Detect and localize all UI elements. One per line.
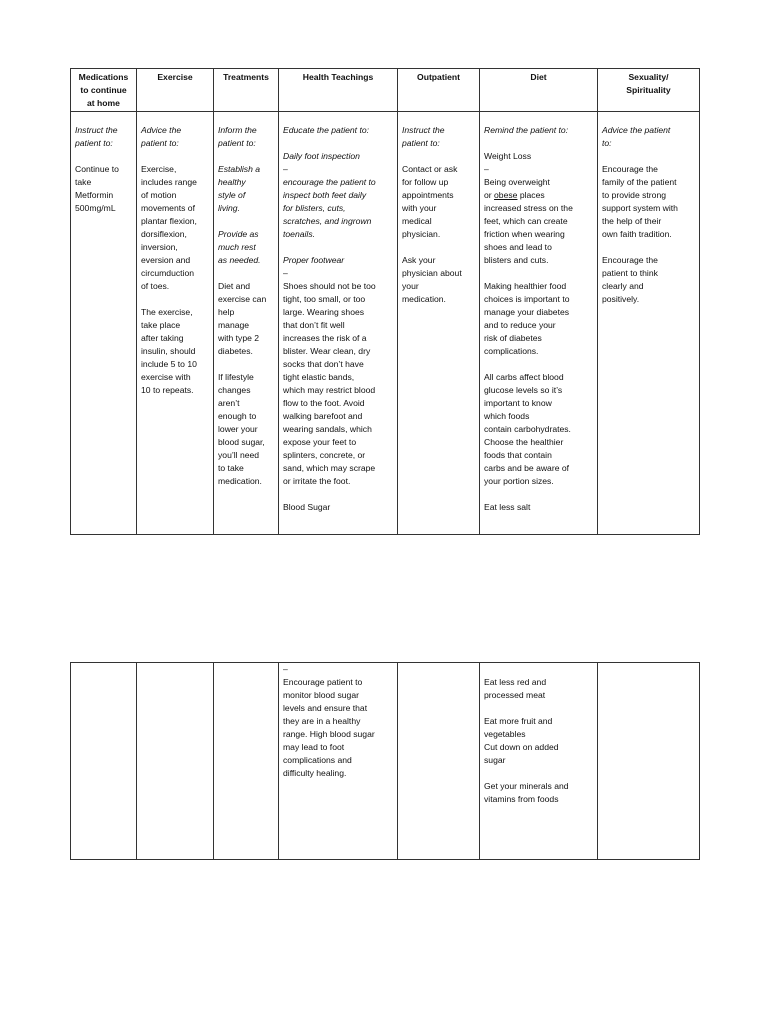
- treatments-intro: [218, 124, 274, 150]
- text-line: choices is important to: [484, 294, 570, 304]
- text-line: glucose levels so it’s: [484, 385, 563, 395]
- text-line: plantar flexion,: [141, 216, 197, 226]
- text-line: medication.: [218, 476, 262, 486]
- text-line: of motion: [141, 190, 177, 200]
- text-line: or irritate the foot.: [283, 476, 351, 486]
- text-line: Metformin: [75, 190, 114, 200]
- diet-added-sugar: [484, 741, 593, 767]
- cell-health-teachings-continued: [279, 663, 398, 860]
- cell-diet-continued: [480, 663, 598, 860]
- text-line: Advice the: [141, 125, 182, 135]
- foot-inspection-dash: –: [283, 164, 288, 174]
- text-line: manage: [218, 320, 250, 330]
- text-line: range. High blood sugar: [283, 729, 375, 739]
- text-line: Cut down on added: [484, 742, 559, 752]
- text-line: with type 2: [218, 333, 260, 343]
- header-sexuality-spirituality: [598, 69, 700, 112]
- cell-health-teachings: [279, 112, 398, 535]
- text-line: wearing sandals, which: [283, 424, 372, 434]
- weight-loss-title: Weight Loss: [484, 151, 532, 161]
- diet-healthier-choices: [484, 280, 593, 358]
- text-line: walking barefoot and: [283, 411, 363, 421]
- text-line: flow to the foot. Avoid: [283, 398, 365, 408]
- text-line: Outpatient: [417, 72, 460, 82]
- text-line: Making healthier food: [484, 281, 567, 291]
- text-line: insulin, should: [141, 346, 196, 356]
- text-line: Encourage the: [602, 255, 658, 265]
- text-line: complications and: [283, 755, 352, 765]
- text-line: Contact or ask: [402, 164, 458, 174]
- text-line: All carbs affect blood: [484, 372, 564, 382]
- text-line: toenails.: [283, 229, 316, 239]
- exercise-range-of-motion: [141, 163, 209, 293]
- cell-medications: [71, 112, 137, 535]
- text-line: to take: [218, 463, 244, 473]
- medications-intro: [75, 124, 132, 150]
- text-line: physician.: [402, 229, 441, 239]
- text-line: Instruct the: [402, 125, 445, 135]
- text-line: expose your feet to: [283, 437, 357, 447]
- text-line: family of the patient: [602, 177, 677, 187]
- treatments-medication: [218, 371, 274, 488]
- text-line: Advice the patient: [602, 125, 671, 135]
- care-plan-table-page-1: [70, 68, 700, 535]
- care-plan-table-page-2: [70, 662, 700, 860]
- text-line: and to reduce your: [484, 320, 556, 330]
- spirituality-family-support: [602, 163, 695, 241]
- obese-underlined-word: obese: [494, 190, 518, 200]
- text-line: monitor blood sugar: [283, 690, 359, 700]
- text-line: splinters, concrete, or: [283, 450, 366, 460]
- text-line: clearly and: [602, 281, 644, 291]
- diet-red-meat: [484, 676, 593, 702]
- text-line: Spirituality: [626, 85, 671, 95]
- text-line: Get your minerals and: [484, 781, 569, 791]
- weight-loss-line-1: Being overweight: [484, 177, 550, 187]
- cell-treatments: [214, 112, 279, 535]
- text-line: lower your: [218, 424, 258, 434]
- text-line: medication.: [402, 294, 446, 304]
- outpatient-follow-up: [402, 163, 475, 241]
- text-line: Eat less red and: [484, 677, 547, 687]
- text-line: to:: [602, 138, 612, 148]
- diet-fruit-vegetables: [484, 715, 593, 741]
- text-line: for blisters, cuts,: [283, 203, 346, 213]
- text-line: patient to think: [602, 268, 658, 278]
- weight-loss-dash: –: [484, 164, 489, 174]
- text-line: the help of their: [602, 216, 662, 226]
- text-line: tight, too small, or too: [283, 294, 366, 304]
- text-line: Provide as: [218, 229, 259, 239]
- text-line: at home: [87, 98, 120, 108]
- text-line: patient to:: [141, 138, 179, 148]
- cell-treatments-continued: [214, 663, 279, 860]
- text-line: Exercise: [157, 72, 193, 82]
- text-line: take: [75, 177, 92, 187]
- diet-carbs: [484, 371, 593, 488]
- diet-minerals-vitamins: [484, 780, 593, 806]
- text-line: as needed.: [218, 255, 261, 265]
- text-line: Treatments: [223, 72, 269, 82]
- header-row: [71, 69, 700, 112]
- text-line: medical: [402, 216, 432, 226]
- treatments-healthy-living: [218, 163, 274, 215]
- text-line: patient to:: [75, 138, 113, 148]
- text-line: blisters and cuts.: [484, 255, 549, 265]
- text-line: feet, which can create: [484, 216, 568, 226]
- content-row: [71, 112, 700, 535]
- text-line: exercise can: [218, 294, 267, 304]
- text-line: to continue: [80, 85, 127, 95]
- text-line: help: [218, 307, 235, 317]
- text-line: shoes and lead to: [484, 242, 552, 252]
- text-line: The exercise,: [141, 307, 193, 317]
- health-teachings-intro: Educate the patient to:: [283, 125, 370, 135]
- text-line: blister. Wear clean, dry: [283, 346, 371, 356]
- text-line: friction when wearing: [484, 229, 565, 239]
- blood-sugar-title: Blood Sugar: [283, 502, 331, 512]
- text-line: inspect both feet daily: [283, 190, 367, 200]
- foot-inspection-title: Daily foot inspection: [283, 151, 360, 161]
- text-line: Sexuality/: [628, 72, 669, 82]
- text-line: Establish a: [218, 164, 261, 174]
- text-line: increases the risk of a: [283, 333, 367, 343]
- text-line: after taking: [141, 333, 184, 343]
- treatments-rest: [218, 228, 274, 267]
- text-line: Encourage the: [602, 164, 658, 174]
- text-line: your: [402, 281, 419, 291]
- weight-loss-body: [484, 202, 593, 267]
- text-line: levels and ensure that: [283, 703, 368, 713]
- text-line: patient to:: [218, 138, 256, 148]
- text-line: inversion,: [141, 242, 178, 252]
- text-line: positively.: [602, 294, 640, 304]
- text-line: physician about: [402, 268, 462, 278]
- diet-intro: Remind the patient to:: [484, 125, 569, 135]
- blood-sugar-dash: –: [283, 664, 288, 674]
- text-line: encourage the patient to: [283, 177, 376, 187]
- text-line: take place: [141, 320, 181, 330]
- text-line: style of: [218, 190, 246, 200]
- text-line: may lead to foot: [283, 742, 345, 752]
- text-line: Diet and: [218, 281, 251, 291]
- text-line: movements of: [141, 203, 195, 213]
- text-line: Medications: [78, 72, 129, 82]
- text-line: appointments: [402, 190, 454, 200]
- text-line: healthy: [218, 177, 246, 187]
- exercise-intro: [141, 124, 209, 150]
- text-line: which may restrict blood: [283, 385, 376, 395]
- text-line: Exercise,: [141, 164, 177, 174]
- spirituality-intro: [602, 124, 695, 150]
- proper-footwear-title: Proper footwear: [283, 255, 345, 265]
- text-line: carbs and be aware of: [484, 463, 570, 473]
- text-line: important to know: [484, 398, 552, 408]
- proper-footwear-dash: –: [283, 268, 288, 278]
- text-line: risk of diabetes: [484, 333, 542, 343]
- cell-outpatient-continued: [398, 663, 480, 860]
- text-line: Continue to: [75, 164, 119, 174]
- text-line: sugar: [484, 755, 506, 765]
- text-line: changes: [218, 385, 251, 395]
- text-line: eversion and: [141, 255, 191, 265]
- text-line: include 5 to 10: [141, 359, 197, 369]
- header-medications: [71, 69, 137, 112]
- header-outpatient: [398, 69, 480, 112]
- text-line: 10 to repeats.: [141, 385, 194, 395]
- treatments-diet-exercise: [218, 280, 274, 358]
- text-line: circumduction: [141, 268, 195, 278]
- text-line: foods that contain: [484, 450, 552, 460]
- text-line: complications.: [484, 346, 539, 356]
- cell-spirituality-continued: [598, 663, 700, 860]
- text-line: they are in a healthy: [283, 716, 361, 726]
- text-line: increased stress on the: [484, 203, 573, 213]
- outpatient-intro: [402, 124, 475, 150]
- text-line: much rest: [218, 242, 256, 252]
- continued-row: [71, 663, 700, 860]
- text-line: socks that don’t have: [283, 359, 364, 369]
- text-line: scratches, and ingrown: [283, 216, 372, 226]
- cell-diet: [480, 112, 598, 535]
- text-line: support system with: [602, 203, 678, 213]
- text-line: large. Wearing shoes: [283, 307, 365, 317]
- text-line: Health Teachings: [302, 72, 374, 82]
- text-line: you’ll need: [218, 450, 260, 460]
- cell-medications-continued: [71, 663, 137, 860]
- text-line: for follow up: [402, 177, 449, 187]
- text-line: your portion sizes.: [484, 476, 554, 486]
- text-line: that don’t fit well: [283, 320, 345, 330]
- weight-loss-line-2: or obese places: [484, 190, 545, 200]
- header-treatments: [214, 69, 279, 112]
- text-line: blood sugar,: [218, 437, 265, 447]
- proper-footwear-body: [283, 280, 393, 488]
- text-line: exercise with: [141, 372, 191, 382]
- text-line: aren’t: [218, 398, 240, 408]
- text-line: processed meat: [484, 690, 546, 700]
- cell-exercise-continued: [137, 663, 214, 860]
- foot-inspection-body: [283, 176, 393, 241]
- cell-exercise: [137, 112, 214, 535]
- text-line: contain carbohydrates.: [484, 424, 571, 434]
- text-line: dorsiflexion,: [141, 229, 187, 239]
- text-line: difficulty healing.: [283, 768, 347, 778]
- text-line: Diet: [530, 72, 547, 82]
- outpatient-medication: [402, 254, 475, 306]
- text-line: enough to: [218, 411, 257, 421]
- cell-outpatient: [398, 112, 480, 535]
- blood-sugar-body: [283, 676, 393, 780]
- exercise-after-insulin: [141, 306, 209, 397]
- cell-spirituality: [598, 112, 700, 535]
- text-line: vegetables: [484, 729, 526, 739]
- text-line: If lifestyle: [218, 372, 254, 382]
- text-line: diabetes.: [218, 346, 253, 356]
- diet-eat-less-salt: Eat less salt: [484, 502, 531, 512]
- text-line: Shoes should not be too: [283, 281, 376, 291]
- text-line: with your: [402, 203, 437, 213]
- text-line: Ask your: [402, 255, 436, 265]
- text-line: tight elastic bands,: [283, 372, 355, 382]
- text-line: living.: [218, 203, 240, 213]
- text-line: of toes.: [141, 281, 170, 291]
- text-line: sand, which may scrape: [283, 463, 376, 473]
- text-line: Choose the healthier: [484, 437, 564, 447]
- text-line: 500mg/mL: [75, 203, 116, 213]
- text-line: Instruct the: [75, 125, 118, 135]
- text-line: patient to:: [402, 138, 440, 148]
- text-line: Encourage patient to: [283, 677, 363, 687]
- spirituality-think-positively: [602, 254, 695, 306]
- text-line: manage your diabetes: [484, 307, 570, 317]
- text-line: Eat more fruit and: [484, 716, 553, 726]
- header-diet: [480, 69, 598, 112]
- text-line: Inform the: [218, 125, 257, 135]
- text-line: includes range: [141, 177, 197, 187]
- text-line: to provide strong: [602, 190, 667, 200]
- header-exercise: [137, 69, 214, 112]
- text-line: vitamins from foods: [484, 794, 559, 804]
- text-line: which foods: [484, 411, 530, 421]
- medications-body: [75, 163, 132, 215]
- header-health-teachings: [279, 69, 398, 112]
- text-line: own faith tradition.: [602, 229, 672, 239]
